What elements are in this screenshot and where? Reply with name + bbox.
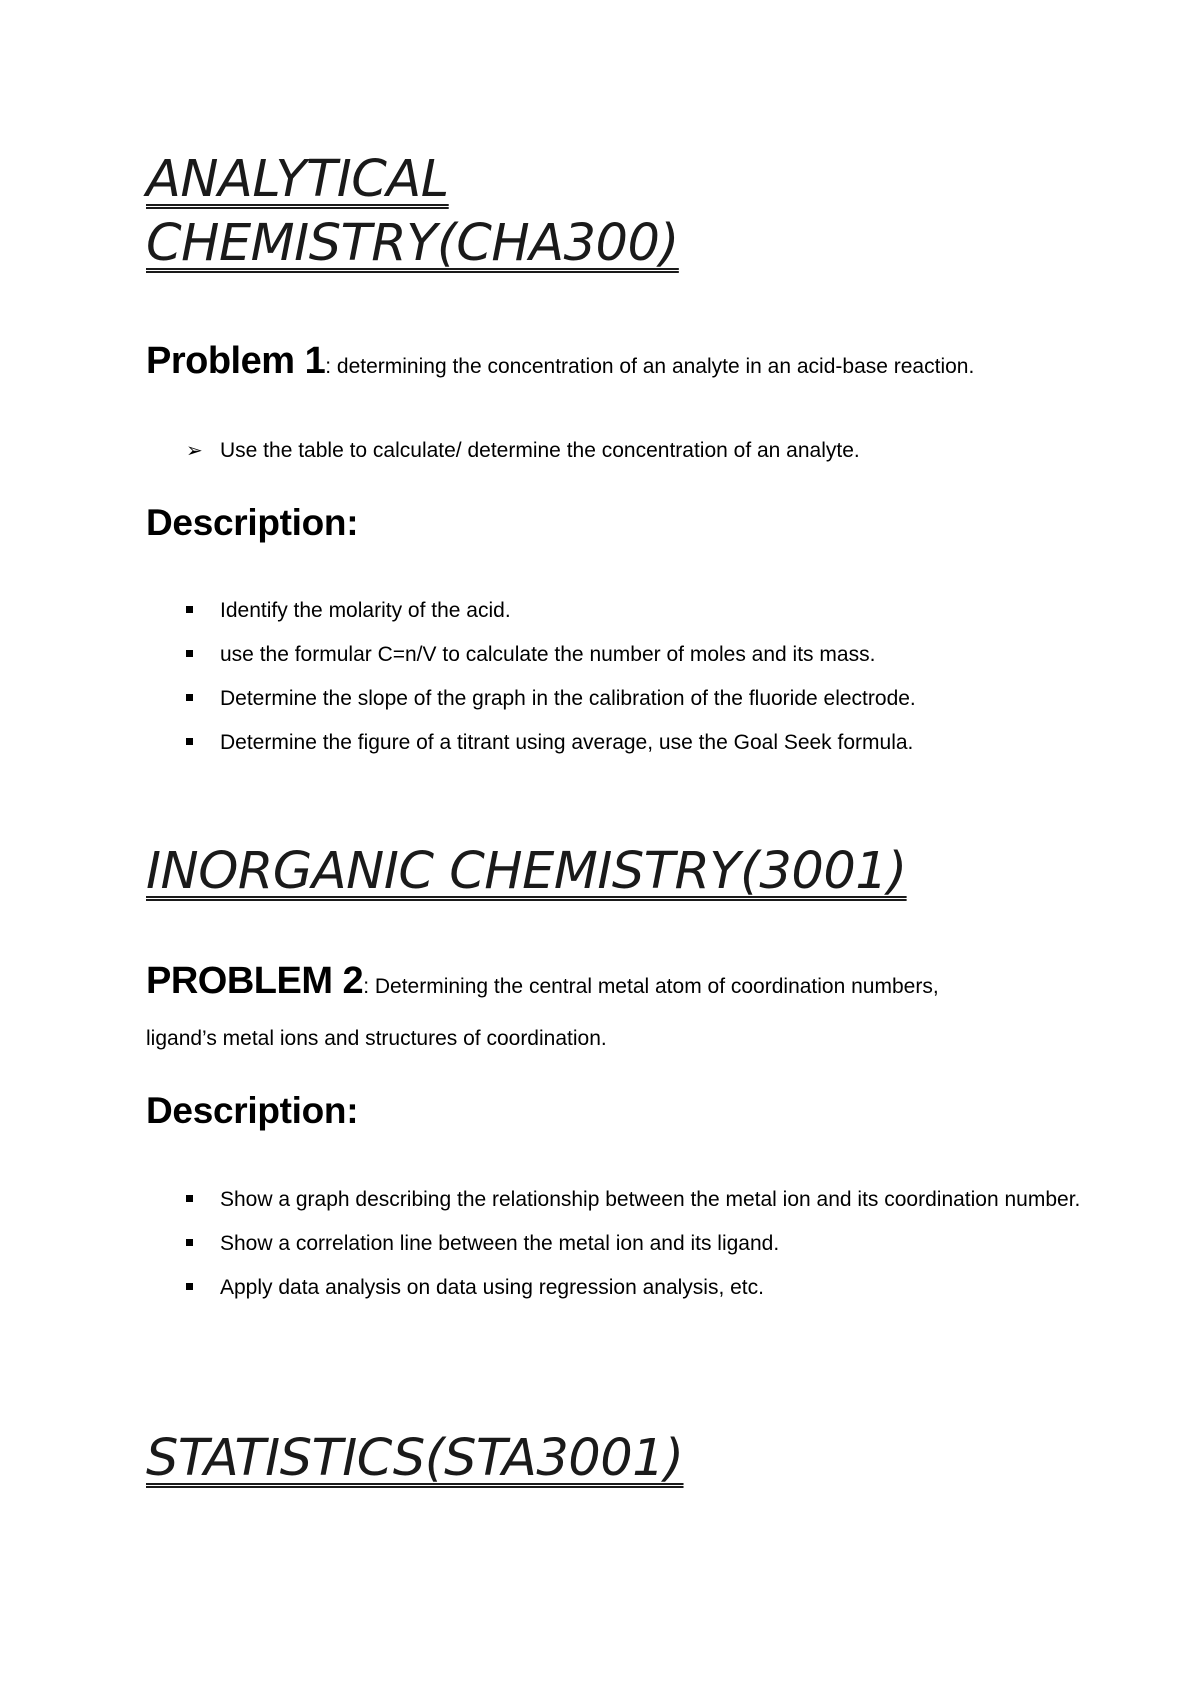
statistics-heading: STATISTICS(STA3001) — [146, 1429, 684, 1488]
list-item-text: Determine the slope of the graph in the calibration of the fluoride electrode. — [220, 687, 916, 710]
list-item — [186, 589, 1100, 633]
list-item-text: Identify the molarity of the acid. — [220, 599, 511, 622]
analytical-heading-line1: ANALYTICAL — [146, 150, 449, 209]
problem-1-line — [146, 340, 974, 383]
square-bullet-icon — [186, 650, 193, 657]
list-item — [186, 1178, 1100, 1222]
square-bullet-icon — [186, 1239, 193, 1246]
list-item-text: Show a correlation line between the metal ion and its ligand. — [220, 1232, 780, 1255]
arrow-list-item — [186, 438, 860, 463]
analytical-heading-line2: CHEMISTRY(CHA300) — [146, 214, 679, 273]
inorganic-description-heading: Description: — [146, 1090, 359, 1131]
list-item-text: Apply data analysis on data using regression analysis, etc. — [220, 1276, 764, 1299]
analytical-description-heading: Description: — [146, 502, 359, 543]
inorganic-heading: INORGANIC CHEMISTRY(3001) — [146, 842, 907, 901]
problem-2-text: : Determining the central metal atom of coordination numbers, — [363, 975, 939, 998]
list-item — [186, 633, 1100, 677]
problem-2-text-line2: ligand’s metal ions and structures of coordination. — [146, 1027, 607, 1050]
list-item-text: use the formular C=n/V to calculate the number of moles and its mass. — [220, 643, 876, 666]
problem-1-label: Problem 1 — [146, 340, 326, 382]
list-item-text: Determine the figure of a titrant using average, use the Goal Seek formula. — [220, 731, 914, 754]
analytical-bullet-list — [186, 589, 1100, 765]
list-item — [186, 1222, 1100, 1266]
list-item — [186, 1266, 1100, 1310]
inorganic-bullet-list — [186, 1178, 1100, 1310]
list-item-text: Show a graph describing the relationship between the metal ion and its coordination number. — [220, 1188, 1081, 1211]
arrow-bullet-icon: ➢ — [186, 438, 203, 462]
problem-1-text: : determining the concentration of an analyte in an acid-base reaction. — [325, 355, 975, 378]
problem-2-line — [146, 960, 939, 1003]
square-bullet-icon — [186, 694, 193, 701]
square-bullet-icon — [186, 1195, 193, 1202]
problem-2-label: PROBLEM 2 — [146, 960, 364, 1002]
list-item — [186, 677, 1100, 721]
arrow-list-item-text: Use the table to calculate/ determine the concentration of an analyte. — [220, 439, 860, 462]
list-item — [186, 721, 1100, 765]
square-bullet-icon — [186, 1283, 193, 1290]
square-bullet-icon — [186, 606, 193, 613]
square-bullet-icon — [186, 738, 193, 745]
